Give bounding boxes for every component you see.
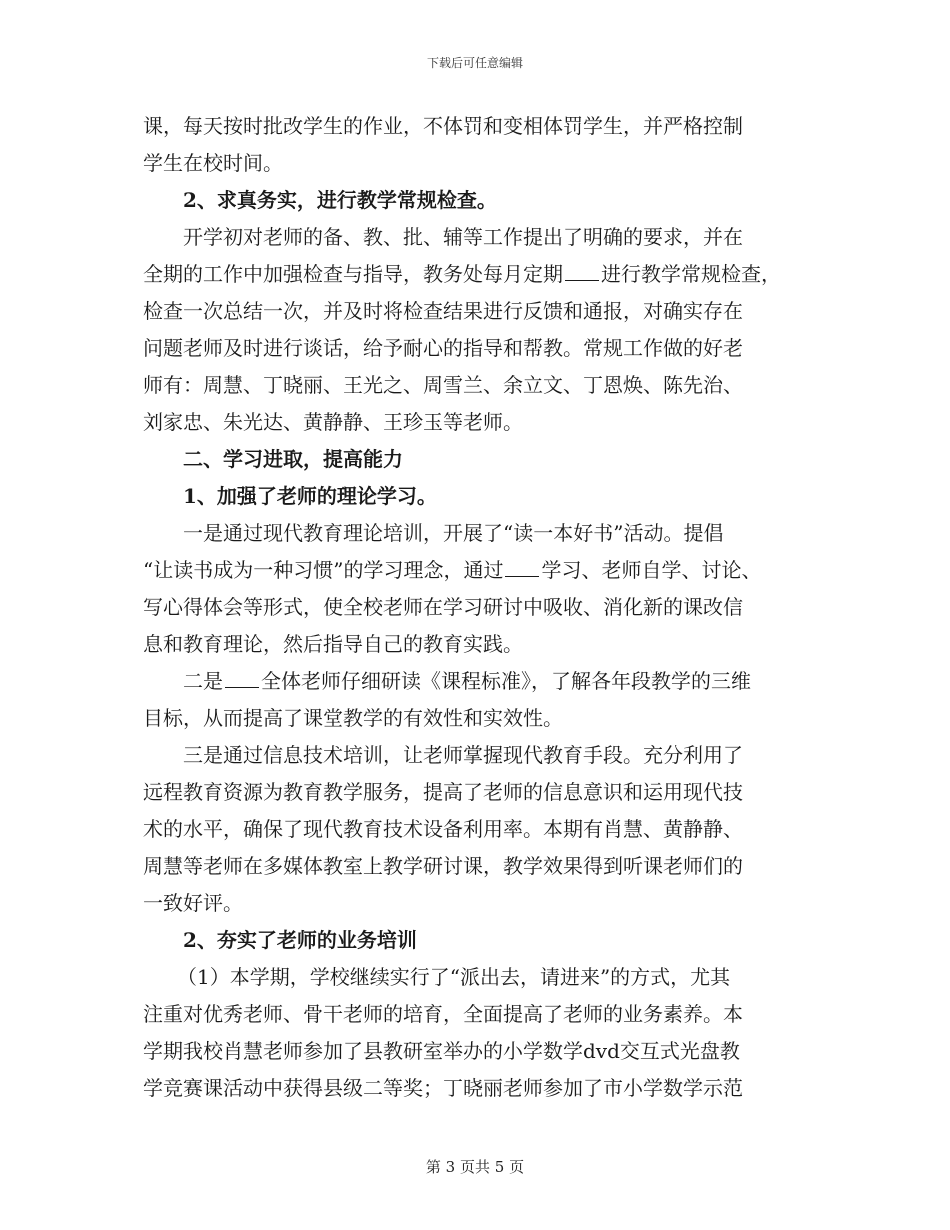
- text-segment: 学习、老师自学、讨论、: [541, 558, 762, 582]
- text-line: 师有：周慧、丁晓丽、王光之、周雪兰、余立文、丁恩焕、陈先治、: [143, 373, 743, 397]
- text-line: 注重对优秀老师、骨干老师的培育，全面提高了老师的业务素养。本: [143, 1002, 743, 1026]
- text-line: 刘家忠、朱光达、黄静静、王珍玉等老师。: [143, 410, 523, 434]
- section-heading: 二、学习进取，提高能力: [183, 447, 403, 471]
- text-segment: 二是: [183, 669, 223, 693]
- text-line: 一是通过现代教育理论培训，开展了“读一本好书”活动。提倡: [183, 521, 724, 545]
- section-heading: 2、求真务实，进行教学常规检查。: [183, 188, 497, 212]
- text-line: 三是通过信息技术培训，让老师掌握现代教育手段。充分利用了: [183, 743, 743, 767]
- fill-in-blank: [565, 256, 599, 281]
- text-line: 目标，从而提高了课堂教学的有效性和实效性。: [143, 706, 563, 730]
- text-line: 一致好评。: [143, 891, 243, 915]
- section-heading: 2、夯实了老师的业务培训: [183, 928, 417, 952]
- document-body: [143, 108, 823, 1107]
- text-line: 问题老师及时进行谈话，给予耐心的指导和帮教。常规工作做的好老: [143, 336, 743, 360]
- text-line: 学生在校时间。: [143, 151, 283, 175]
- text-line: 课，每天按时批改学生的作业，不体罚和变相体罚学生，并严格控制: [143, 114, 743, 138]
- text-segment: “让读书成为一种习惯”的学习理念，通过: [143, 558, 504, 582]
- text-line: 写心得体会等形式，使全校老师在学习研讨中吸收、消化新的课改信: [143, 595, 743, 619]
- text-line: 周慧等老师在多媒体教室上教学研讨课，教学效果得到听课老师们的: [143, 854, 743, 878]
- fill-in-blank: [225, 663, 259, 688]
- text-line: 术的水平，确保了现代教育技术设备利用率。本期有肖慧、黄静静、: [143, 817, 743, 841]
- text-line: 学竞赛课活动中获得县级二等奖；丁晓丽老师参加了市小学数学示范: [143, 1076, 743, 1100]
- text-line: 开学初对老师的备、教、批、辅等工作提出了明确的要求，并在: [183, 225, 743, 249]
- section-heading: 1、加强了老师的理论学习。: [183, 484, 437, 508]
- text-line: （1）本学期，学校继续实行了“派出去，请进来”的方式，尤其: [177, 965, 731, 989]
- text-segment: 进行教学常规检查，: [601, 262, 781, 286]
- text-line: 息和教育理论，然后指导自己的教育实践。: [143, 632, 523, 656]
- fill-in-blank: [505, 552, 539, 577]
- text-segment: 全体老师仔细研读《课程标准》，了解各年段教学的三维: [261, 669, 751, 693]
- text-line: [143, 552, 823, 589]
- text-line: 学期我校肖慧老师参加了县教研室举办的小学数学dvd交互式光盘教: [143, 1039, 740, 1063]
- text-line: [143, 663, 823, 700]
- text-line: 远程教育资源为教育教学服务，提高了老师的信息意识和运用现代技: [143, 780, 743, 804]
- page-footer: 第 3 页共 5 页: [425, 1158, 525, 1176]
- text-segment: 全期的工作中加强检查与指导，教务处每月定期: [143, 262, 563, 286]
- page-header: 下载后可任意编辑: [426, 56, 523, 70]
- text-line: 检查一次总结一次，并及时将检查结果进行反馈和通报，对确实存在: [143, 299, 743, 323]
- text-line: [143, 256, 823, 293]
